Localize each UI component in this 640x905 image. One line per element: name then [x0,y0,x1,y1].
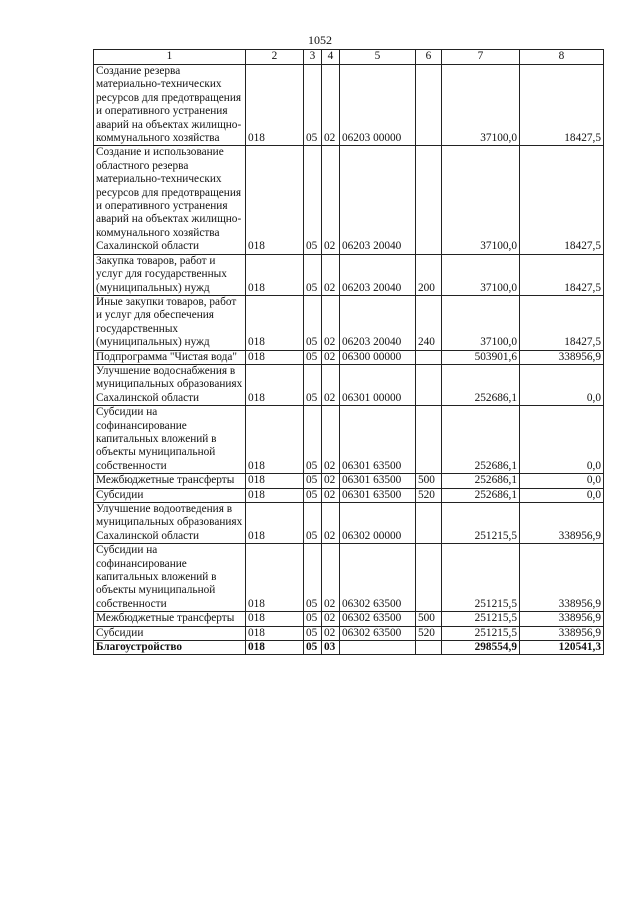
column-header: 5 [340,50,416,65]
cell-section: 05 [304,295,322,350]
cell-amount-1: 37100,0 [442,295,520,350]
cell-name: Создание и использование областного резерва материально-технических ресурсов для предотвращения и оперативного устранения аварий на объектах жилищно-коммунального хозяйства Сахалинской области [94,146,246,254]
cell-target-article: 06301 00000 [340,364,416,405]
cell-subsection: 03 [322,641,340,655]
cell-expense-type: 500 [416,474,442,488]
cell-amount-2: 0,0 [520,406,604,474]
cell-subsection: 02 [322,350,340,364]
cell-amount-2: 338956,9 [520,612,604,626]
header-row [94,50,604,65]
column-header: 3 [304,50,322,65]
cell-ministry-code: 018 [246,488,304,502]
table-row [94,488,604,502]
table-row [94,406,604,474]
cell-name: Иные закупки товаров, работ и услуг для обеспечения государственных (муниципальных) нужд [94,295,246,350]
budget-table [93,49,604,655]
cell-expense-type [416,65,442,146]
cell-amount-1: 252686,1 [442,406,520,474]
cell-subsection: 02 [322,488,340,502]
cell-name: Межбюджетные трансферты [94,612,246,626]
cell-target-article: 06203 20040 [340,254,416,295]
table-row [94,350,604,364]
cell-name: Закупка товаров, работ и услуг для государственных (муниципальных) нужд [94,254,246,295]
cell-ministry-code: 018 [246,254,304,295]
cell-amount-2: 338956,9 [520,626,604,640]
cell-subsection: 02 [322,503,340,544]
cell-subsection: 02 [322,65,340,146]
cell-target-article: 06302 63500 [340,612,416,626]
cell-target-article: 06302 63500 [340,544,416,612]
column-header: 4 [322,50,340,65]
table-body [94,65,604,655]
cell-amount-1: 252686,1 [442,364,520,405]
cell-subsection: 02 [322,474,340,488]
column-header: 7 [442,50,520,65]
cell-expense-type [416,350,442,364]
column-header: 8 [520,50,604,65]
cell-section: 05 [304,254,322,295]
cell-amount-1: 37100,0 [442,254,520,295]
cell-ministry-code: 018 [246,65,304,146]
cell-subsection: 02 [322,295,340,350]
table-row [94,626,604,640]
cell-subsection: 02 [322,612,340,626]
cell-name: Межбюджетные трансферты [94,474,246,488]
cell-target-article: 06203 20040 [340,146,416,254]
column-header: 6 [416,50,442,65]
cell-amount-2: 0,0 [520,364,604,405]
cell-name: Подпрограмма "Чистая вода" [94,350,246,364]
cell-name: Субсидии [94,626,246,640]
cell-amount-1: 298554,9 [442,641,520,655]
cell-amount-1: 251215,5 [442,612,520,626]
cell-target-article: 06301 63500 [340,488,416,502]
cell-ministry-code: 018 [246,544,304,612]
cell-expense-type [416,544,442,612]
cell-amount-2: 0,0 [520,474,604,488]
cell-expense-type: 240 [416,295,442,350]
cell-expense-type: 520 [416,488,442,502]
cell-section: 05 [304,65,322,146]
cell-expense-type [416,146,442,254]
cell-amount-2: 0,0 [520,488,604,502]
cell-target-article: 06302 63500 [340,626,416,640]
cell-ministry-code: 018 [246,612,304,626]
cell-subsection: 02 [322,364,340,405]
cell-ministry-code: 018 [246,295,304,350]
cell-section: 05 [304,641,322,655]
table-row [94,612,604,626]
cell-target-article: 06203 20040 [340,295,416,350]
cell-amount-2: 18427,5 [520,295,604,350]
cell-subsection: 02 [322,544,340,612]
table-row [94,295,604,350]
cell-amount-1: 252686,1 [442,474,520,488]
cell-section: 05 [304,364,322,405]
cell-ministry-code: 018 [246,350,304,364]
cell-expense-type [416,503,442,544]
cell-ministry-code: 018 [246,641,304,655]
cell-section: 05 [304,146,322,254]
cell-name: Благоустройство [94,641,246,655]
cell-name: Улучшение водоснабжения в муниципальных образованиях Сахалинской области [94,364,246,405]
table-row [94,544,604,612]
cell-target-article: 06203 00000 [340,65,416,146]
cell-amount-2: 338956,9 [520,544,604,612]
cell-amount-2: 338956,9 [520,503,604,544]
cell-section: 05 [304,488,322,502]
table-row-total [94,641,604,655]
cell-ministry-code: 018 [246,146,304,254]
cell-section: 05 [304,544,322,612]
cell-amount-1: 251215,5 [442,626,520,640]
cell-ministry-code: 018 [246,406,304,474]
cell-section: 05 [304,503,322,544]
cell-expense-type [416,641,442,655]
cell-target-article: 06302 00000 [340,503,416,544]
table-row [94,503,604,544]
cell-amount-1: 37100,0 [442,146,520,254]
page-number: 1052 [308,33,332,47]
cell-ministry-code: 018 [246,364,304,405]
cell-section: 05 [304,612,322,626]
column-header: 2 [246,50,304,65]
cell-target-article: 06301 63500 [340,474,416,488]
cell-target-article [340,641,416,655]
cell-expense-type: 200 [416,254,442,295]
table-row [94,474,604,488]
cell-ministry-code: 018 [246,474,304,488]
cell-name: Субсидии [94,488,246,502]
cell-section: 05 [304,474,322,488]
cell-subsection: 02 [322,146,340,254]
cell-subsection: 02 [322,254,340,295]
cell-section: 05 [304,350,322,364]
cell-section: 05 [304,626,322,640]
table-row [94,254,604,295]
table-row [94,146,604,254]
table-row [94,364,604,405]
cell-amount-2: 120541,3 [520,641,604,655]
cell-expense-type [416,364,442,405]
cell-ministry-code: 018 [246,626,304,640]
cell-name: Создание резерва материально-технических ресурсов для предотвращения и оперативного устранения аварий на объектах жилищно-коммунального хозяйства [94,65,246,146]
cell-expense-type: 500 [416,612,442,626]
cell-subsection: 02 [322,406,340,474]
cell-amount-2: 18427,5 [520,65,604,146]
cell-expense-type [416,406,442,474]
cell-amount-1: 37100,0 [442,65,520,146]
cell-name: Субсидии на софинансирование капитальных вложений в объекты муниципальной собственности [94,544,246,612]
cell-amount-1: 251215,5 [442,544,520,612]
cell-expense-type: 520 [416,626,442,640]
cell-amount-1: 251215,5 [442,503,520,544]
cell-target-article: 06301 63500 [340,406,416,474]
cell-amount-2: 338956,9 [520,350,604,364]
cell-name: Улучшение водоотведения в муниципальных образованиях Сахалинской области [94,503,246,544]
cell-amount-2: 18427,5 [520,254,604,295]
cell-amount-2: 18427,5 [520,146,604,254]
cell-target-article: 06300 00000 [340,350,416,364]
cell-ministry-code: 018 [246,503,304,544]
cell-amount-1: 252686,1 [442,488,520,502]
table-row [94,65,604,146]
cell-amount-1: 503901,6 [442,350,520,364]
cell-subsection: 02 [322,626,340,640]
cell-section: 05 [304,406,322,474]
cell-name: Субсидии на софинансирование капитальных вложений в объекты муниципальной собственности [94,406,246,474]
column-header: 1 [94,50,246,65]
